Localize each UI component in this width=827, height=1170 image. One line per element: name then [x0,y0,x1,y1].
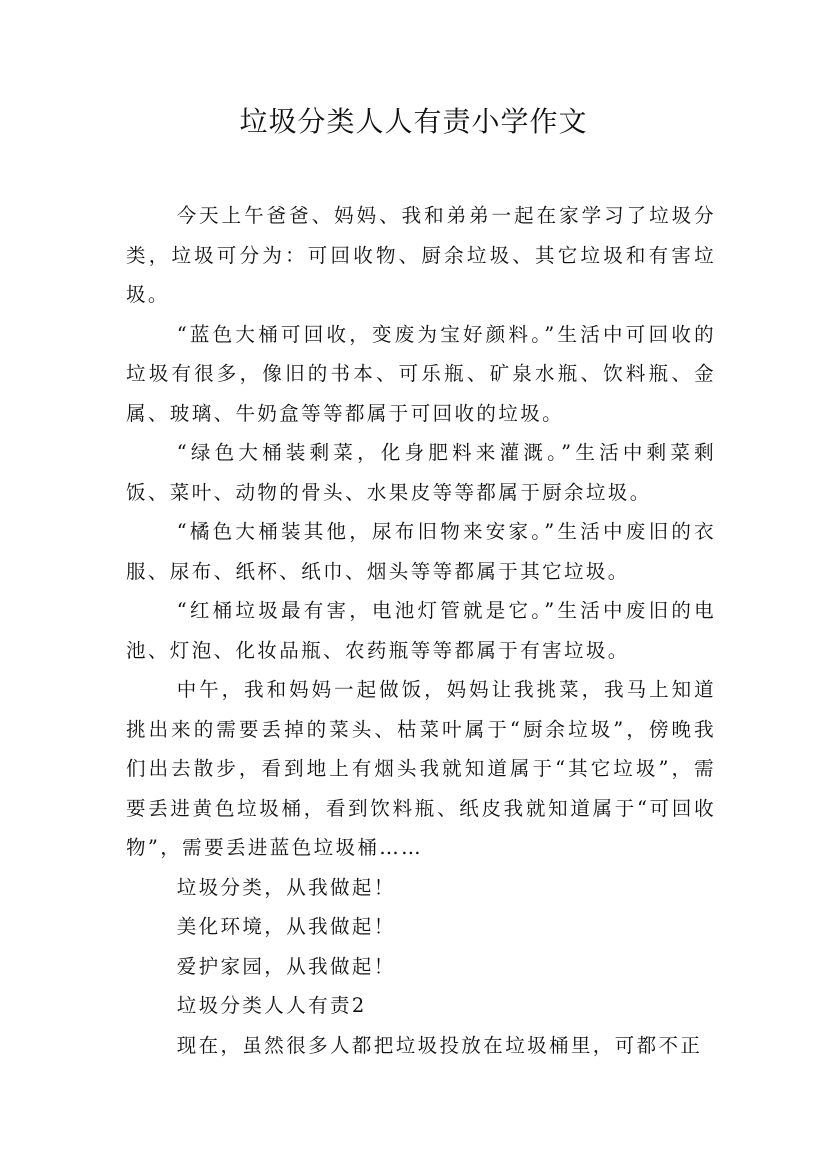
paragraph: 现在，虽然很多人都把垃圾投放在垃圾桶里，可都不正 [176,1033,703,1057]
paragraph: “蓝色大桶可回收，变废为宝好颜料。”生活中可回收的垃圾有很多，像旧的书本、可乐瓶、矿泉水瓶、饮料瓶、金属、玻璃、牛奶盒等等都属于可回收的垃圾。 [126,322,716,425]
paragraph: 美化环境，从我做起！ [176,915,396,938]
document-body [126,196,716,1065]
paragraph: “红桶垃圾最有害，电池灯管就是它。”生活中废旧的电池、灯泡、化妆品瓶、农药瓶等等都属于有害垃圾。 [126,599,716,662]
paragraph: 今天上午爸爸、妈妈、我和弟弟一起在家学习了垃圾分类，垃圾可分为：可回收物、厨余垃圾、其它垃圾和有害垃圾。 [126,204,716,306]
paragraph: 垃圾分类，从我做起！ [176,875,396,899]
paragraph: “绿色大桶装剩菜，化身肥料来灌溉。”生活中剩菜剩饭、菜叶、动物的骨头、水果皮等等都属于厨余垃圾。 [126,441,716,504]
section-heading: 垃圾分类人人有责2 [176,994,367,1017]
document-title: 垃圾分类人人有责小学作文 [239,105,588,138]
paragraph: “橘色大桶装其他，尿布旧物来安家。”生活中废旧的衣服、尿布、纸杯、纸巾、烟头等等都属于其它垃圾。 [126,520,716,583]
paragraph: 爱护家园，从我做起！ [176,954,396,978]
paragraph: 中午，我和妈妈一起做饭，妈妈让我挑菜，我马上知道挑出来的需要丢掉的菜头、枯菜叶属于“厨余垃圾”，傍晚我们出去散步，看到地上有烟头我就知道属于“其它垃圾”，需要丢进黄色垃圾桶，看到饮料瓶、纸皮我就知道属于“可回收物”，需要丢进蓝色垃圾桶…… [126,678,716,859]
